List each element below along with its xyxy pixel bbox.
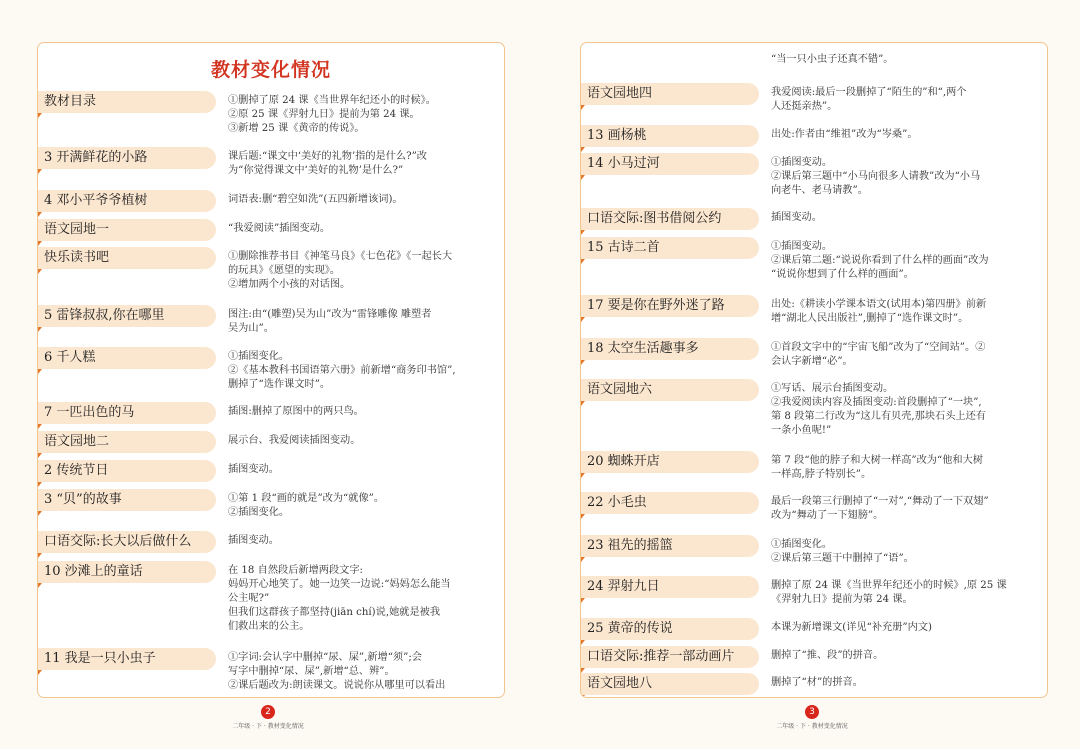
entry-description — [771, 454, 1037, 482]
description-line: ②课后第三题中“小马向很多人请教”改为“小马 — [771, 171, 981, 182]
entry-label: 语文园地四 — [581, 83, 759, 105]
entry-description — [771, 538, 1037, 566]
entry-description — [228, 405, 494, 419]
left-page — [37, 42, 505, 698]
description-line: 出处:《耕读小学课本语文(试用本)第四册》前新 — [771, 299, 987, 310]
entry-label: 语文园地一 — [38, 219, 216, 241]
entry-label: 18 太空生活趣事多 — [581, 338, 759, 360]
description-line: 一条小鱼呢!” — [771, 425, 832, 436]
description-line: ②《基本教科书国语第六册》前新增“商务印书馆”, — [228, 365, 456, 376]
description-line: 删掉了“材”的拼音。 — [771, 677, 863, 688]
continued-text — [771, 53, 1037, 67]
entry-description — [771, 341, 1037, 369]
page-number-badge: 2 — [261, 705, 275, 719]
description-line: ①第 1 段“画的就是”改为“就像”。 — [228, 493, 385, 504]
description-line: ②课后题改为:朗读课文。说说你从哪里可以看出 — [228, 680, 446, 691]
description-line: ①删除推荐书目《神笔马良》《七色花》《一起长大 — [228, 251, 453, 262]
entry-label: 17 要是你在野外迷了路 — [581, 295, 759, 317]
description-line: 删掉了原 24 课《当世界年纪还小的时候》,原 25 课 — [771, 580, 1007, 591]
description-line: 出处:作者由“维祖”改为“岑桑”。 — [771, 129, 918, 140]
description-line: 妈妈开心地笑了。她一边笑一边说:“妈妈怎么能当 — [228, 579, 451, 590]
description-line: 增“湖北人民出版社”,删掉了“选作课文时”。 — [771, 313, 969, 324]
entry-label: 7 一匹出色的马 — [38, 402, 216, 424]
entry-description — [771, 298, 1037, 326]
description-line: 为“你觉得课文中‘美好的礼物’是什么?” — [228, 165, 404, 176]
entry-label: 23 祖先的摇篮 — [581, 535, 759, 557]
description-line: “说说你想到了什么样的画面”。 — [771, 269, 914, 280]
entry-label: 20 蜘蛛开店 — [581, 451, 759, 473]
entry-description — [771, 621, 1037, 635]
description-line: 删掉了“推、段”的拼音。 — [771, 650, 884, 661]
description-line: ①首段文字中的“宇宙飞船”改为了“空间站”。② — [771, 342, 986, 353]
description-line: 我爱阅读:最后一段删掉了“陌生的”和“,两个 — [771, 87, 967, 98]
description-line: 一样高,脖子特别长”。 — [771, 469, 872, 480]
description-line: 删掉了“选作课文时”。 — [228, 379, 331, 390]
entry-description — [771, 495, 1037, 523]
description-line: ①插图变动。 — [771, 157, 833, 168]
entry-label: 语文园地八 — [581, 673, 759, 695]
description-line: 向老牛、老马请教”。 — [771, 185, 868, 196]
entry-description — [228, 193, 494, 207]
entry-description — [771, 211, 1037, 225]
entry-label: 语文园地六 — [581, 379, 759, 401]
description-line: ①删掉了原 24 课《当世界年纪还小的时候》。 — [228, 95, 436, 106]
entry-description — [228, 463, 494, 477]
entry-description — [228, 308, 494, 336]
entry-description — [228, 651, 494, 693]
description-line: ②课后第二题:“说说你看到了什么样的画面”改为 — [771, 255, 989, 266]
entry-description — [228, 564, 494, 634]
description-line: 的玩具》《愿望的实现》。 — [228, 265, 341, 276]
entry-label: 15 古诗二首 — [581, 237, 759, 259]
description-line: ①插图变化。 — [771, 539, 833, 550]
description-line: 插图:删掉了原图中的两只鸟。 — [228, 406, 364, 417]
description-line: 第 7 段“他的脖子和大树一样高”改为“他和大树 — [771, 455, 983, 466]
entry-label: 2 传统节日 — [38, 460, 216, 482]
entry-description — [771, 86, 1037, 114]
description-line: ②我爱阅读内容及插图变动:首段删掉了“一块”, — [771, 397, 982, 408]
entry-label: 口语交际:图书借阅公约 — [581, 208, 759, 230]
entry-description — [771, 240, 1037, 282]
description-line: 课后题:“课文中‘美好的礼物’指的是什么?”改 — [228, 151, 427, 162]
entry-description — [771, 649, 1037, 663]
description-line: 第 8 段第二行改为“这儿有贝壳,那块石头上还有 — [771, 411, 986, 422]
continued-line: “当一只小虫子还真不错”。 — [771, 54, 894, 65]
entry-description — [771, 676, 1037, 690]
page-footer: 二年级 · 下 · 教材变化情况 — [776, 723, 848, 730]
entry-label: 10 沙滩上的童话 — [38, 561, 216, 583]
entry-label: 25 黄帝的传说 — [581, 618, 759, 640]
entry-label: 快乐读书吧 — [38, 247, 216, 269]
description-line: 公主呢?” — [228, 593, 270, 604]
entry-description — [771, 128, 1037, 142]
description-line: ①插图变动。 — [771, 241, 833, 252]
entry-label: 6 千人糕 — [38, 347, 216, 369]
entry-label: 口语交际:长大以后做什么 — [38, 531, 216, 553]
description-line: 但我们这群孩子都坚持(jiān chí)说,她就是被我 — [228, 607, 441, 618]
description-line: 图注:由“(雕塑)吴为山”改为“雷锋雕像 雕塑者 — [228, 309, 432, 320]
entry-description — [771, 382, 1037, 438]
entry-label: 24 羿射九日 — [581, 576, 759, 598]
description-line: 写字中删掉“尿、屎”,新增“总、辨”。 — [228, 666, 395, 677]
entry-label: 语文园地二 — [38, 431, 216, 453]
right-page — [580, 42, 1048, 698]
entry-label: 4 邓小平爷爷植树 — [38, 190, 216, 212]
entry-label: 5 雷锋叔叔,你在哪里 — [38, 305, 216, 327]
description-line: ②原 25 课《羿射九日》提前为第 24 课。 — [228, 109, 420, 120]
entry-description — [771, 156, 1037, 198]
description-line: ①插图变化。 — [228, 351, 290, 362]
description-line: 插图变动。 — [228, 464, 279, 475]
entry-description — [228, 434, 494, 448]
description-line: ①字词:会认字中删掉“尿、屎”,新增“须”;会 — [228, 652, 422, 663]
page-title: 教材变化情况 — [210, 59, 331, 81]
description-line: 吴为山”。 — [228, 323, 274, 334]
description-line: 最后一段第三行删掉了“一对”,“舞动了一下双翅” — [771, 496, 989, 507]
entry-label: 教材目录 — [38, 91, 216, 113]
description-line: 会认字新增“必”。 — [771, 356, 853, 367]
entry-description — [228, 150, 494, 178]
description-line: 词语表:删“碧空如洗”(五四新增该词)。 — [228, 194, 403, 205]
entry-description — [228, 94, 494, 136]
description-line: 展示台、我爱阅读插图变动。 — [228, 435, 361, 446]
entry-label: 22 小毛虫 — [581, 492, 759, 514]
description-line: ②课后第三题干中删掉了“语”。 — [771, 553, 914, 564]
entry-description — [228, 492, 494, 520]
entry-description — [228, 222, 494, 236]
entry-description — [228, 350, 494, 392]
description-line: “我爱阅读”插图变动。 — [228, 223, 331, 234]
description-line: 在 18 自然段后新增两段文字: — [228, 565, 363, 576]
entry-label: 11 我是一只小虫子 — [38, 648, 216, 670]
description-line: 插图变动。 — [228, 535, 279, 546]
description-line: 本课为新增课文(详见“补充册”内文) — [771, 622, 932, 633]
entry-label: 3 开满鲜花的小路 — [38, 147, 216, 169]
entry-description — [228, 250, 494, 292]
description-line: 《羿射九日》提前为第 24 课。 — [771, 594, 913, 605]
entry-label: 3 “贝”的故事 — [38, 489, 216, 511]
description-line: ③新增 25 课《黄帝的传说》。 — [228, 123, 365, 134]
description-line: 改为“舞动了一下翅膀”。 — [771, 510, 884, 521]
entry-label: 13 画杨桃 — [581, 125, 759, 147]
description-line: ①写话、展示台插图变动。 — [771, 383, 894, 394]
description-line: 插图变动。 — [771, 212, 822, 223]
entry-label: 14 小马过河 — [581, 153, 759, 175]
description-line: 们救出来的公主。 — [228, 621, 310, 632]
description-line: ②插图变化。 — [228, 507, 290, 518]
entry-description — [228, 534, 494, 548]
page-number-badge: 3 — [805, 705, 819, 719]
entry-description — [771, 579, 1037, 607]
entry-label: 口语交际:推荐一部动画片 — [581, 646, 759, 668]
description-line: 人还挺亲热”。 — [771, 101, 838, 112]
description-line: ②增加两个小孩的对话图。 — [228, 279, 351, 290]
page-footer: 二年级 · 下 · 教材变化情况 — [232, 723, 304, 730]
